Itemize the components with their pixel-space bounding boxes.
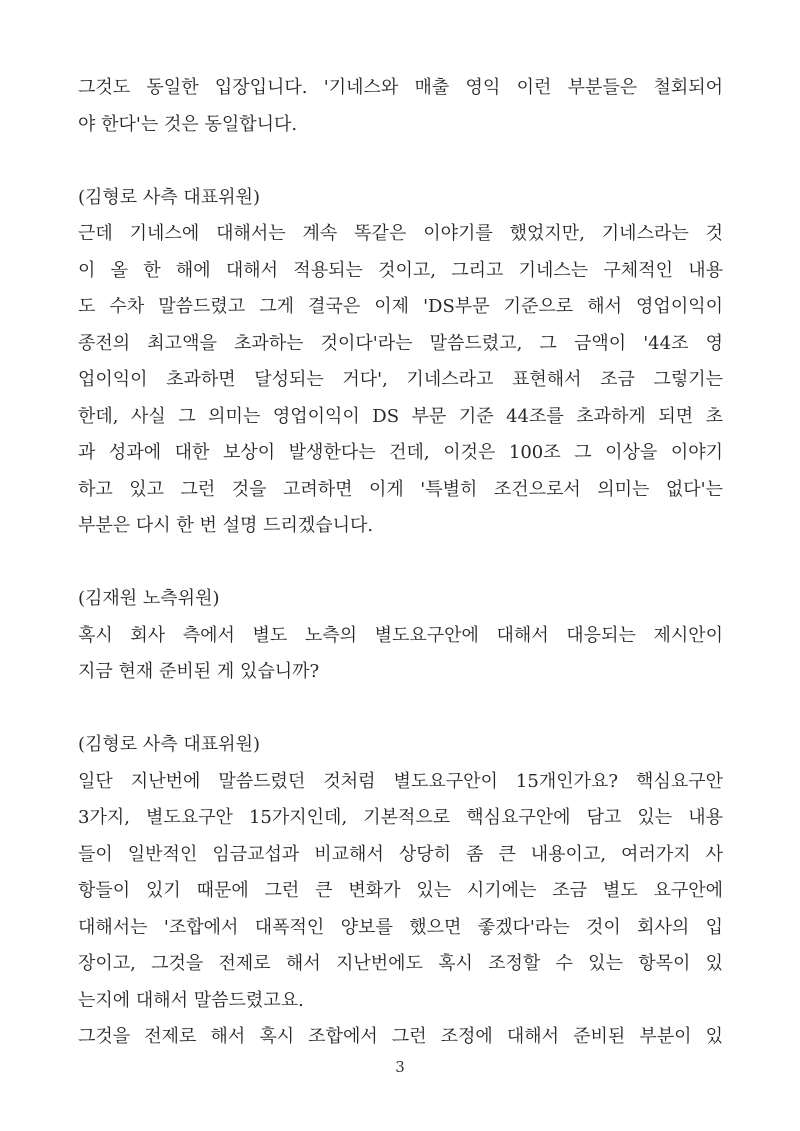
transcript-line: 야 한다'는 것은 동일합니다. <box>78 113 298 135</box>
paragraph-gap <box>78 143 723 180</box>
transcript-line: 근데 기네스에 대해서는 계속 똑같은 이야기를 했었지만, 기네스라는 것 <box>78 223 723 244</box>
speaker-label: (김형로 사측 대표위원) <box>78 186 260 208</box>
transcript-line: 3가지, 별도요구안 15가지인데, 기본적으로 핵심요구안에 담고 있는 내용 <box>78 807 723 828</box>
transcript-line: 종전의 최고액을 초과하는 것이다'라는 말씀드렸고, 그 금액이 '44조 영 <box>78 332 723 354</box>
transcript-line: 는지에 대해서 말씀드렸고요. <box>78 989 304 1011</box>
transcript-line: 도 수차 말씀드렸고 그게 결국은 이제 'DS부문 기준으로 해서 영업이익이 <box>78 296 723 317</box>
transcript-line: 들이 일반적인 임금교섭과 비교해서 상당히 좀 큰 내용이고, 여러가지 사 <box>78 843 723 865</box>
transcript-line: 항들이 있기 때문에 그런 큰 변화가 있는 시기에는 조금 별도 요구안에 <box>78 880 723 901</box>
transcript-line: 부분은 다시 한 번 설명 드리겠습니다. <box>78 515 374 536</box>
transcript-line: 혹시 회사 측에서 별도 노측의 별도요구안에 대해서 대응되는 제시안이 <box>78 624 723 646</box>
transcript-line: 한데, 사실 그 의미는 영업이익이 DS 부문 기준 44조를 초과하게 되면 초 <box>78 405 723 427</box>
speaker-label: (김형로 사측 대표위원) <box>78 734 260 755</box>
transcript-line: 과 성과에 대한 보상이 발생한다는 건데, 이것은 100조 그 이상을 이야기 <box>78 442 723 463</box>
transcript-line: 그것도 동일한 입장입니다. '기네스와 매출 영익 이런 부분들은 철회되어 <box>78 77 723 98</box>
transcript-body <box>78 70 723 1056</box>
paragraph-gap <box>78 545 723 582</box>
speaker-label: (김재원 노측위원) <box>78 588 220 609</box>
transcript-line: 일단 지난번에 말씀드렸던 것처럼 별도요구안이 15개인가요? 핵심요구안 <box>78 770 723 792</box>
transcript-line: 그것을 전제로 해서 혹시 조합에서 그런 조정에 대해서 준비된 부분이 있 <box>78 1026 723 1047</box>
transcript-line: 이 올 한 해에 대해서 적용되는 것이고, 그리고 기네스는 구체적인 내용 <box>78 259 723 281</box>
transcript-line: 하고 있고 그런 것을 고려하면 이게 '특별히 조건으로서 의미는 없다'는 <box>78 478 723 500</box>
transcript-line: 대해서는 '조합에서 대폭적인 양보를 했으면 좋겠다'라는 것이 회사의 입 <box>78 916 723 938</box>
transcript-line: 지금 현재 준비된 게 있습니까? <box>78 661 320 682</box>
page-number: 3 <box>395 1058 405 1076</box>
transcript-line: 장이고, 그것을 전제로 해서 지난번에도 혹시 조정할 수 있는 항목이 있 <box>78 953 723 974</box>
transcript-line: 업이익이 초과하면 달성되는 거다', 기네스라고 표현해서 조금 그렇기는 <box>78 369 723 390</box>
paragraph-gap <box>78 691 723 728</box>
